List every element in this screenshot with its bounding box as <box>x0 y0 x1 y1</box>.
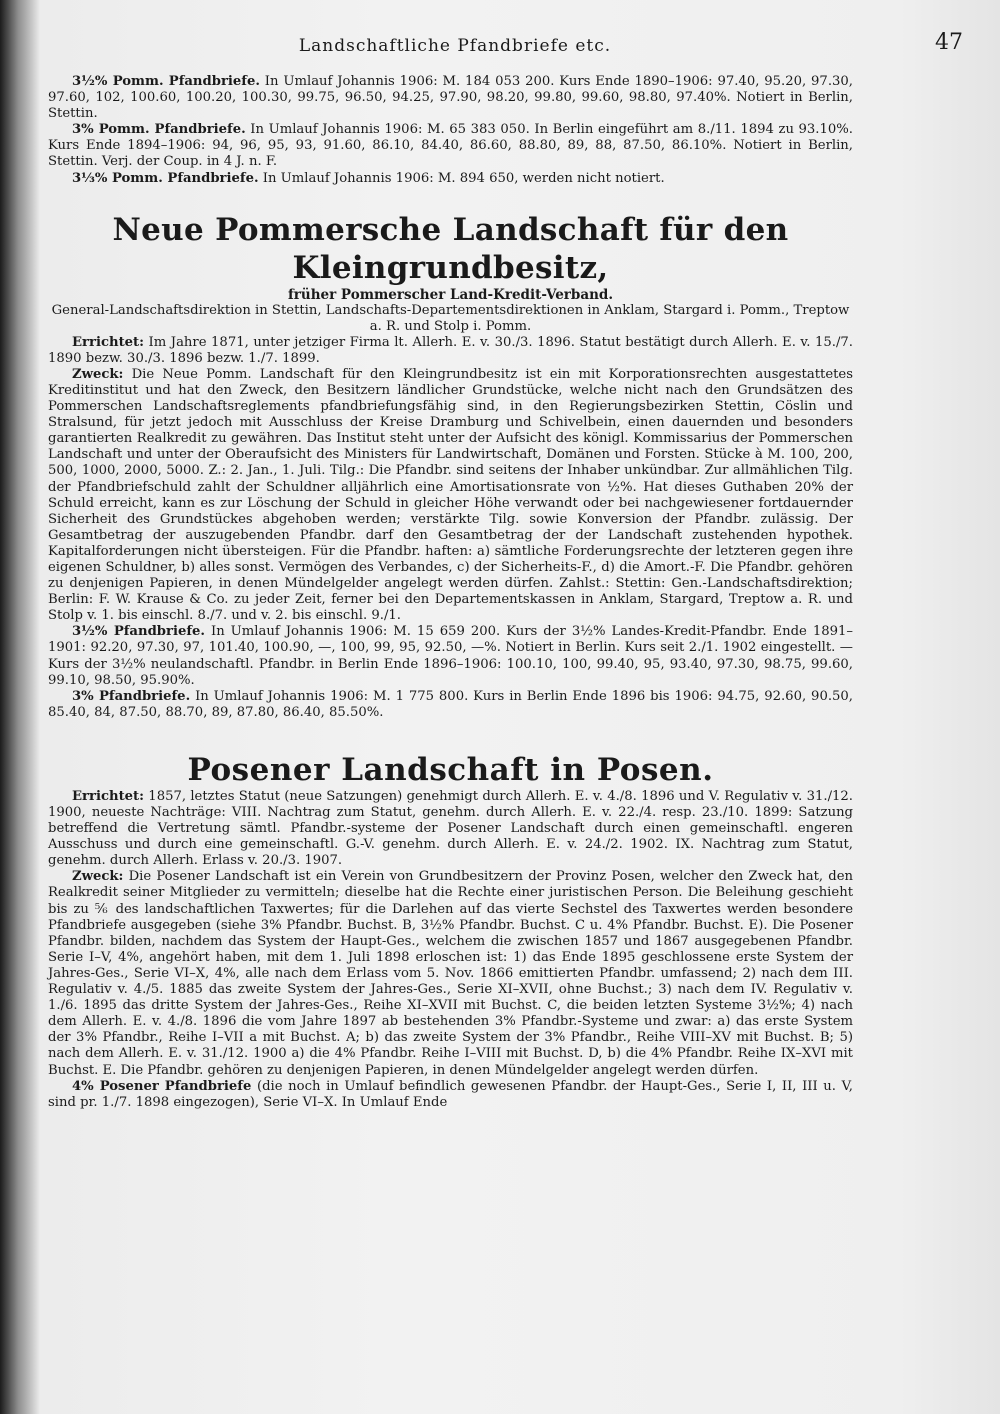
paragraph <box>48 367 853 625</box>
paragraph-lead: 3% Pfandbriefe. <box>72 688 191 704</box>
paragraph-lead: Errichtet: <box>72 788 145 804</box>
paragraph-lead: 3½% Pfandbriefe. <box>72 624 206 640</box>
paragraph-text: In Umlauf Johannis 1906: M. 1 775 800. Kurs in Berlin Ende 1896 bis 1906: 94.75, 92.60, 90.50, 85.40, 84, 87.50, 88.70, 89, 87.80, 86.40, 85.50%. <box>48 688 853 720</box>
paragraph-text: Im Jahre 1871, unter jetziger Firma lt. Allerh. E. v. 30./3. 1896. Statut bestätigt durch Allerh. E. v. 15./7. 1890 bezw. 30./3. 1896 bezw. 1./7. 1899. <box>48 334 853 366</box>
section-heading: Neue Pommersche Landschaft für den Kleingrundbesitz, <box>112 211 789 286</box>
paragraph <box>48 74 853 122</box>
paragraph <box>48 171 853 187</box>
section-authorities: General-Landschaftsdirektion in Stettin, Landschafts-Departementsdirektionen in Anklam, Stargard i. Pomm., Treptow a. R. und Stolp i. Pomm. <box>51 302 850 334</box>
paragraph <box>48 869 853 1078</box>
paragraph-lead: 3½% Pomm. Pfandbriefe. <box>72 74 260 89</box>
paragraph-text: Die Neue Pomm. Landschaft für den Kleingrundbesitz ist ein mit Korporationsrechten ausgestattetes Kreditinstitut und hat den Zweck, den Besitzern ländlicher Grundstücke, welche nicht nach den Grundsätzen des Pommerschen Landschaftsreglements pfandbriefungsfähig sind, in den Regierungsbezirken Stettin, Cöslin und Stralsund, für jetzt jedoch mit Ausschluss der Kreise Dramburg und Schivelbein, einen dauernden und besonders garantierten Realkredit zu gewähren. Das Institut steht unter der Aufsicht des königl. Kommissarius der Pommerschen Landschaft und unter der Oberaufsicht des Ministers für Landwirtschaft, Domänen und Forsten. Stücke à M. 100, 200, 500, 1000, 2000, 5000. Z.: 2. Jan., 1. Juli. Tilg.: Die Pfandbr. sind seitens der Inhaber unkündbar. Zur allmählichen Tilg. der Pfandbriefschuld zahlt der Schuldner alljährlich eine Amortisationsrate von ½%. Hat dieses Guthaben 20% der Schuld erreicht, kann es zur Löschung der Schuld in gleicher Höhe verwandt oder bei nachgewiesener fortdauernder Sicherheit des Grundstückes abgehoben werden; verstärkte Tilg. sowie Konversion der Pfandbr. zulässig. Der Gesamtbetrag der auszugebenden Pfandbr. darf den Gesamtbetrag der der Landschaft zustehenden hypothek. Kapitalforderungen nicht übersteigen. Für die Pfandbr. haften: a) sämtliche Forderungsrechte der letzteren gegen ihre eigenen Schuldner, b) alles sonst. Vermögen des Verbandes, c) der Sicherheits-F., d) die Amort.-F. Die Pfandbr. gehören zu denjenigen Papieren, in denen Mündelgelder angelegt werden dürfen. Zahlst.: Stettin: Gen.-Landschaftsdirektion; Berlin: F. W. Krause & Co. zu jeder Zeit, ferner bei den Departementskassen in Anklam, Stargard, Treptow a. R. und Stolp v. 1. bis einschl. 8./7. und v. 2. bis einschl. 9./1. <box>48 366 853 624</box>
paragraph-lead: 4% Posener Pfandbriefe <box>72 1078 252 1094</box>
paragraph-text: 1857, letztes Statut (neue Satzungen) genehmigt durch Allerh. E. v. 4./8. 1896 und V. Regulativ v. 31./12. 1900, neueste Nachträge: VIII. Nachtrag zum Statut, genehm. durch Allerh. E. v. 22./4. resp. 23./10. 1899: Satzung betreffend die Vertretung sämtl. Pfandbr.-systeme der Posener Landschaft durch einen gemeinschaftl. engeren Ausschuss und durch eine gemeinschaftl. G.-V. genehm. durch Allerh. E. v. 24./2. 1902. IX. Nachtrag zum Statut, genehm. durch Allerh. Erlass v. 20./3. 1907. <box>48 788 853 869</box>
paragraph-text: In Umlauf Johannis 1906: M. 184 053 200. Kurs Ende 1890–1906: 97.40, 95.20, 97.30, 97.60, 102, 100.60, 100.20, 100.30, 99.75, 96.50, 94.25, 97.90, 98.20, 99.80, 99.60, 98.80, 97.40%. Notiert in Berlin, Stettin. <box>48 74 853 122</box>
paragraph-text: (die noch in Umlauf befindlich gewesenen Pfandbr. der Haupt-Ges., Serie I, II, III u. V, sind pr. 1./7. 1898 eingezogen), Serie VI–X. In Umlauf Ende <box>48 1078 853 1110</box>
paragraph-text: Die Posener Landschaft ist ein Verein von Grundbesitzern der Provinz Posen, welcher den Zweck hat, den Realkredit seiner Mitglieder zu vermitteln; dieselbe hat die Rechte einer juristischen Person. Die Beleihung geschieht bis zu ⅚ des landschaftlichen Taxwertes; für die Darlehen auf das vierte Sechstel des Taxwertes werden besondere Pfandbriefe ausgegeben (siehe 3% Pfandbr. Buchst. B, 3½% Pfandbr. Buchst. C u. 4% Pfandbr. Buchst. E). Die Posener Pfandbr. bilden, nachdem das System der Haupt-Ges., welchem die zwischen 1857 und 1867 ausgegebenen Pfandbr. Serie I–V, 4%, angehört haben, mit dem 1. Juli 1898 erloschen ist: 1) das Ende 1895 geschlossene erste System der Jahres-Ges., Serie VI–X, 4%, alle nach dem Erlass vom 5. Nov. 1866 emittierten Pfandbr. umfassend; 2) nach dem III. Regulativ v. 4./5. 1885 das zweite System der Jahres-Ges., Serie XI–XVII, ohne Buchst.; 3) nach dem IV. Regulativ v. 1./6. 1895 das dritte System der Jahres-Ges., Reihe XI–XVII mit Buchst. C, die beiden letzten Systeme 3½%; 4) nach dem Allerh. E. v. 4./8. 1896 die vom Jahre 1897 ab bestehenden 3% Pfandbr.-Systeme und zwar: a) das erste System der 3% Pfandbr., Reihe I–VII a mit Buchst. A; b) das zweite System der 3% Pfandbr., Reihe VIII–XV mit Buchst. B; 5) nach dem Allerh. E. v. 31./12. 1900 a) die 4% Pfandbr. Reihe I–VIII mit Buchst. D, b) die 4% Pfandbr. Reihe IX–XVI mit Buchst. E. Die Pfandbr. gehören zu denjenigen Papieren, in denen Mündelgelder angelegt werden dürfen. <box>48 869 853 1078</box>
paragraph <box>48 335 853 367</box>
running-header <box>60 30 963 60</box>
page-body <box>48 74 853 1111</box>
paragraph <box>48 122 853 170</box>
paragraph-text: In Umlauf Johannis 1906: M. 15 659 200. Kurs der 3½% Landes-Kredit-Pfandbr. Ende 1891–1901: 92.20, 97.30, 97, 101.40, 100.90, —, 100, 99, 95, 92.50, —%. Notiert in Berlin. Kurs seit 2./1. 1902 eingestellt. — Kurs der 3½% neulandschaftl. Pfandbr. in Berlin Ende 1896–1906: 100.10, 100, 99.40, 95, 93.40, 97.30, 98.75, 99.60, 99.10, 98.50, 95.90%. <box>48 624 853 688</box>
section-posener-landschaft <box>48 751 853 1111</box>
paragraph-text: In Umlauf Johannis 1906: M. 894 650, werden nicht notiert. <box>258 170 665 186</box>
header-title: Landschaftliche Pfandbriefe etc. <box>298 36 612 56</box>
binding-shadow <box>0 0 40 1414</box>
paragraph-lead: Errichtet: <box>72 334 145 350</box>
paragraph-lead: Zweck: <box>72 869 124 885</box>
paragraph <box>48 624 853 688</box>
section-heading: Posener Landschaft in Posen. <box>187 751 714 788</box>
paragraph-lead: 3% Pomm. Pfandbriefe. <box>72 122 246 138</box>
pfandbriefe-list-top <box>48 74 853 187</box>
paragraph <box>48 789 853 869</box>
page-number: 47 <box>935 30 963 55</box>
paragraph-text: In Umlauf Johannis 1906: M. 65 383 050. In Berlin eingeführt am 8./11. 1894 zu 93.10%. Kurs Ende 1894–1906: 94, 96, 95, 93, 91.60, 86.10, 84.40, 86.60, 88.80, 89, 88, 87.50, 86.10%. Notiert in Berlin, Stettin. Verj. der Coup. in 4 J. n. F. <box>48 122 853 170</box>
paragraph-lead: 3⅓% Pomm. Pfandbriefe. <box>72 170 259 186</box>
section-neue-pommersche <box>48 211 853 721</box>
section-subtitle: früher Pommerscher Land-Kredit-Verband. <box>287 286 614 303</box>
paragraph <box>48 1079 853 1111</box>
paragraph <box>48 689 853 721</box>
paragraph-lead: Zweck: <box>72 366 124 382</box>
